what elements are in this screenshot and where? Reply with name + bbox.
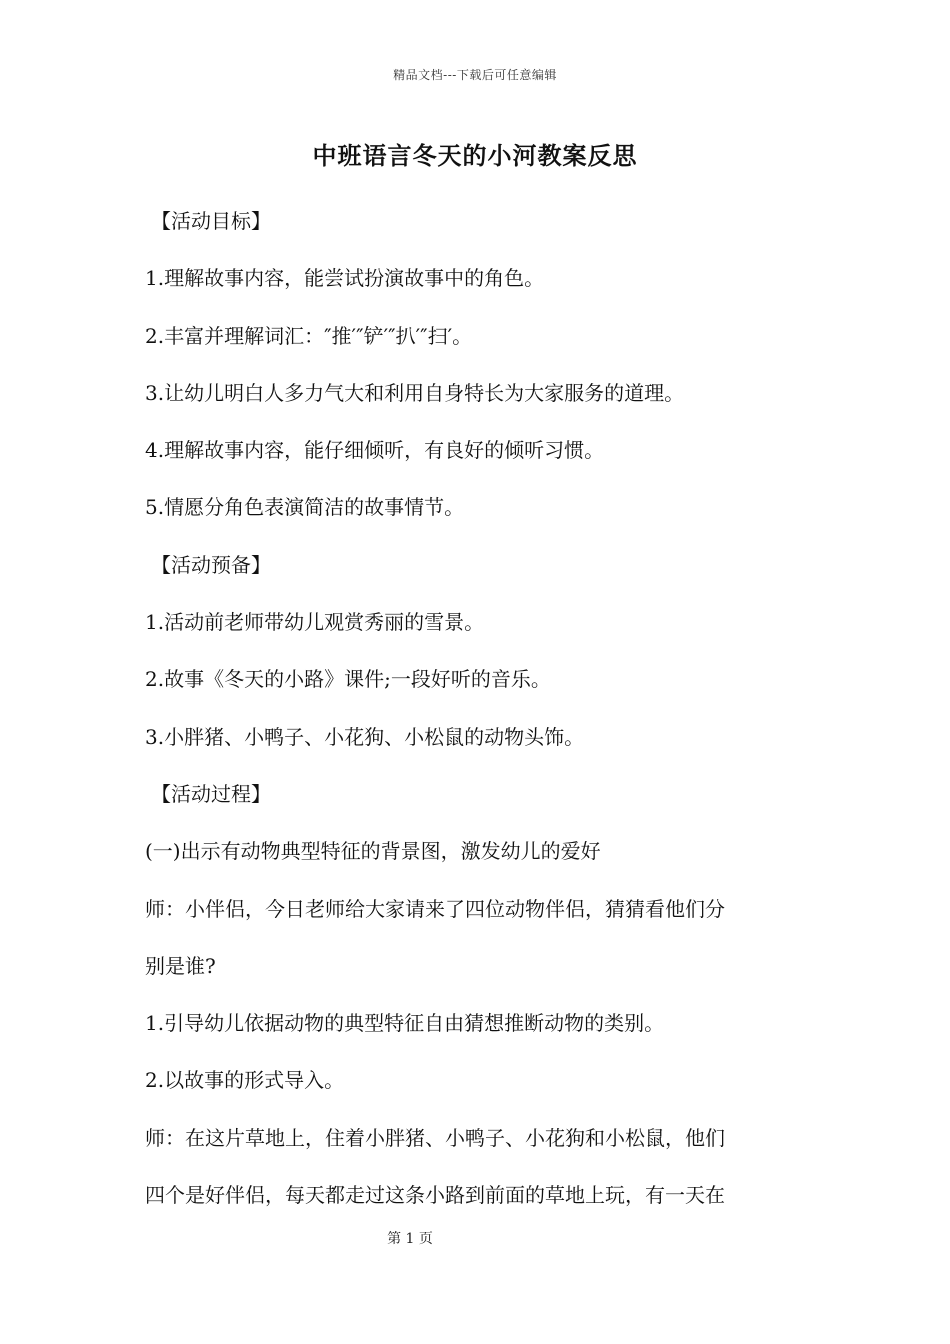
paragraph-line: (一)出示有动物典型特征的背景图，激发幼儿的爱好 [145,839,601,864]
paragraph-line: 1.引导幼儿依据动物的典型特征自由猜想推断动物的类别。 [145,1011,665,1036]
paragraph-line: 3.让幼儿明白人多力气大和利用自身特长为大家服务的道理。 [145,380,685,405]
section-heading-preparation: 【活动预备】 [151,552,271,577]
paragraph-line: 师：小伴侣，今日老师给大家请来了四位动物伴侣，猜猜看他们分 [145,896,725,921]
page-number: 第 1 页 [387,1231,433,1247]
paragraph-line: 3.小胖猪、小鸭子、小花狗、小松鼠的动物头饰。 [145,724,585,749]
paragraph-line: 4.理解故事内容，能仔细倾听，有良好的倾听习惯。 [145,438,605,463]
paragraph-line: 2.以故事的形式导入。 [145,1068,345,1093]
paragraph-line: 1.活动前老师带幼儿观赏秀丽的雪景。 [145,610,485,635]
document-body [145,204,810,1235]
paragraph-line: 四个是好伴侣，每天都走过这条小路到前面的草地上玩，有一天在 [145,1183,725,1208]
header-note: 精品文档---下载后可任意编辑 [393,68,557,82]
paragraph-line: 师：在这片草地上，住着小胖猪、小鸭子、小花狗和小松鼠，他们 [145,1125,725,1150]
paragraph-line: 2.故事《冬天的小路》课件;一段好听的音乐。 [145,667,551,692]
paragraph-line: 2.丰富并理解词汇：″推′″铲′″扒′″扫′。 [145,323,473,348]
paragraph-line: 1.理解故事内容，能尝试扮演故事中的角色。 [145,266,545,291]
paragraph-line: 别是谁? [145,953,216,978]
paragraph-line: 5.情愿分角色表演简洁的故事情节。 [145,495,465,520]
section-heading-process: 【活动过程】 [151,781,271,806]
document-title: 中班语言冬天的小河教案反思 [312,141,638,170]
section-heading-goals: 【活动目标】 [151,209,271,233]
